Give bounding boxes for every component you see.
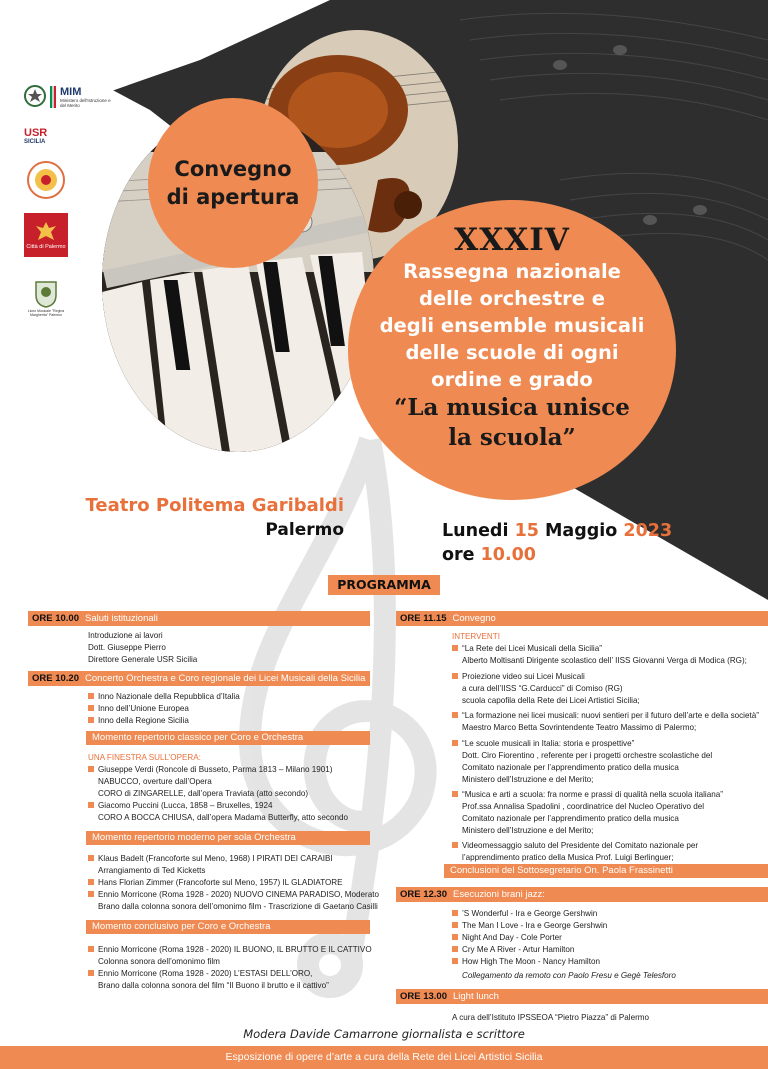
text-line: CORO A BOCCA CHIUSA, dall’opera Madama Butterfly, atto secondo	[98, 813, 348, 822]
text-line: A cura dell’Istituto IPSSEOA “Pietro Piazza” di Palermo	[452, 1013, 650, 1022]
title-line: delle scuole di ogni	[405, 341, 619, 364]
text-line: Comitato nazionale per l’apprendimento pratico della musica	[462, 763, 679, 772]
text-line: NABUCCO, overture dall’Opera	[98, 777, 212, 786]
list-item: Inno della Regione Sicilia	[88, 715, 189, 726]
eagle-icon	[35, 220, 57, 244]
crest-icon	[33, 279, 59, 309]
moment-1-bar: Momento repertorio classico per Coro e Orchestra	[86, 731, 370, 745]
school-seal-logo	[24, 160, 68, 200]
list-item: Giuseppe Verdi (Roncole di Busseto, Parma 1813 – Milano 1901)	[88, 764, 332, 775]
section-time: ORE 10.00	[28, 611, 85, 626]
section-time: ORE 11.15	[396, 611, 452, 626]
section-label: Esecuzioni brani jazz:	[453, 889, 545, 900]
date-day-name: Lunedi	[442, 521, 509, 541]
italian-emblem-icon	[24, 84, 46, 110]
title-line: Rassegna nazionale	[403, 260, 621, 283]
section-time: ORE 12.30	[396, 887, 453, 902]
text-line: Ministero dell’Istruzione e del Merito;	[462, 826, 594, 835]
section-time: ORE 13.00	[396, 989, 453, 1004]
text-line: Prof.ssa Annalisa Spadolini , coordinatrice del Nucleo Operativo del	[462, 802, 705, 811]
list-item: ’S Wonderful - Ira e George Gershwin	[452, 908, 597, 919]
list-item: Giacomo Puccini (Lucca, 1858 – Bruxelles, 1924	[88, 800, 273, 811]
list-item: Ennio Morricone (Roma 1928 - 2020) L’ESTASI DELL’ORO,	[88, 968, 312, 979]
moderator-line: Modera Davide Camarrone giornalista e scrittore	[243, 1027, 525, 1041]
program-heading: PROGRAMMA	[328, 575, 440, 595]
date-year: 2023	[623, 521, 673, 541]
seal-icon	[26, 160, 66, 200]
mim-logo	[24, 80, 134, 114]
text-line: Brano dalla colonna sonora del film “Il Buono il brutto e il cattivo”	[98, 981, 329, 990]
text-line: Arrangiamento di Ted Kicketts	[98, 866, 206, 875]
citta-palermo-logo	[24, 213, 68, 257]
event-title	[352, 222, 672, 453]
text-line: l’apprendimento pratico della Musica Prof. Luigi Berlinguer;	[462, 853, 674, 862]
text-line: Introduzione ai lavori	[88, 631, 163, 640]
mim-logo-title: MIM	[60, 86, 82, 98]
section-label: Convegno	[452, 613, 496, 624]
text-line: scuola capofila della Rete dei Licei Artistici Sicilia;	[462, 696, 640, 705]
remote-note: Collegamento da remoto con Paolo Fresu e Gegè Telesforo	[462, 971, 676, 980]
date-month: Maggio	[545, 521, 618, 541]
text-line: Maestro Marco Betta Sovrintendente Teatro Massimo di Palermo;	[462, 723, 697, 732]
list-item: Proiezione video sui Licei Musicali	[452, 671, 585, 682]
mim-logo-subtitle: Ministero dell'Istruzione e del Merito	[60, 98, 111, 108]
list-item: How High The Moon - Nancy Hamilton	[452, 956, 600, 967]
right-section-2-bar	[396, 887, 768, 902]
school-crest-logo	[24, 274, 68, 322]
title-line: degli ensemble musicali	[379, 314, 645, 337]
citta-palermo-label: Città di Palermo	[26, 244, 66, 250]
section-label: Saluti istituzionali	[85, 613, 158, 624]
usr-subtitle: SICILIA	[24, 139, 46, 145]
interventi-heading: INTERVENTI	[452, 632, 500, 641]
convegno-line-2: di apertura	[166, 185, 300, 209]
list-item: Ennio Morricone (Roma 1928 - 2020) NUOVO CINEMA PARADISO, Moderato	[88, 889, 379, 900]
list-item: Hans Florian Zimmer (Francoforte sul Meno, 1957) IL GLADIATORE	[88, 877, 343, 888]
left-section-2-bar	[28, 671, 370, 686]
list-item: Night And Day - Cole Porter	[452, 932, 562, 943]
venue-name: Teatro Politema Garibaldi	[85, 495, 344, 516]
list-item: The Man I Love - Ira e George Gershwin	[452, 920, 607, 931]
time-label: ore	[442, 545, 475, 565]
section-label: Light lunch	[453, 991, 499, 1002]
title-line: ordine e grado	[431, 368, 593, 391]
section-label: Concerto Orchestra e Coro regionale dei Licei Musicali della Sicilia	[85, 673, 366, 684]
list-item: “La Rete dei Licei Musicali della Sicilia”	[452, 643, 602, 654]
text-line: Dott. Giuseppe Pierro	[88, 643, 166, 652]
school-crest-label: Liceo Musicale "Regina Margherita" Palermo	[27, 309, 65, 317]
text-line: Dott. Ciro Fiorentino , referente per i progetti orchestre scolastiche del	[462, 751, 713, 760]
opera-heading: UNA FINESTRA SULL’OPERA:	[88, 753, 201, 762]
event-date	[442, 519, 672, 567]
convegno-line-1: Convegno	[174, 157, 292, 181]
moment-2-bar: Momento repertorio moderno per sola Orchestra	[86, 831, 370, 845]
list-item: “Le scuole musicali in Italia: storia e prospettive”	[452, 738, 634, 749]
text-line: Ministero dell’Istruzione e del Merito;	[462, 775, 594, 784]
text-line: CORO di ZINGARELLE, dall’opera Traviata (atto secondo)	[98, 789, 309, 798]
text-line: Brano dalla colonna sonora dell’omonimo film - Trascrizione di Gaetano Casilli	[98, 902, 378, 911]
usr-sicilia-logo	[24, 126, 72, 148]
list-item: Inno Nazionale della Repubblica d’Italia	[88, 691, 240, 702]
right-section-1-bar	[396, 611, 768, 626]
list-item: “Musica e arti a scuola: fra norme e prassi di qualità nella scuola italiana”	[452, 789, 723, 800]
conclusion-bar: Conclusioni del Sottosegretario On. Paola Frassinetti	[444, 864, 768, 878]
text-line: a cura dell’IISS “G.Carducci” di Comiso (RG)	[462, 684, 623, 693]
title-quote: “La musica unisce	[394, 394, 630, 421]
venue-city: Palermo	[265, 520, 344, 540]
date-day: 15	[514, 521, 539, 541]
footer-banner: Esposizione di opere d’arte a cura della Rete dei Licei Artistici Sicilia	[0, 1046, 768, 1069]
title-line: delle orchestre e	[418, 287, 606, 310]
left-section-1-bar	[28, 611, 370, 626]
list-item: Ennio Morricone (Roma 1928 - 2020) IL BUONO, IL BRUTTO E IL CATTIVO	[88, 944, 372, 955]
text-line: Direttore Generale USR Sicilia	[88, 655, 198, 664]
text-line: Alberto Moltisanti Dirigente scolastico dell’ IISS Giovanni Verga di Modica (RG);	[462, 656, 747, 665]
right-section-3-bar	[396, 989, 768, 1004]
list-item: Cry Me A River - Artur Hamilton	[452, 944, 574, 955]
list-item: Inno dell’Unione Europea	[88, 703, 189, 714]
moment-3-bar: Momento conclusivo per Coro e Orchestra	[86, 920, 370, 934]
list-item: “La formazione nei licei musicali: nuovi sentieri per il futuro dell’arte e della società”	[452, 710, 759, 721]
list-item: Klaus Badelt (Francoforte sul Meno, 1968) I PIRATI DEI CARAIBI	[88, 853, 333, 864]
event-time: 10.00	[480, 545, 536, 565]
text-line: Colonna sonora dell’omonimo film	[98, 957, 220, 966]
text-line: Comitato nazionale per l’apprendimento pratico della musica	[462, 814, 679, 823]
venue	[64, 494, 344, 542]
convegno-badge	[148, 98, 318, 268]
list-item: Videomessaggio saluto del Presidente del Comitato nazionale per	[452, 840, 698, 851]
section-time: ORE 10.20	[28, 671, 85, 686]
edition-number: XXXIV	[454, 222, 570, 258]
usr-title: USR	[24, 127, 48, 139]
title-quote: la scuola”	[448, 424, 576, 451]
